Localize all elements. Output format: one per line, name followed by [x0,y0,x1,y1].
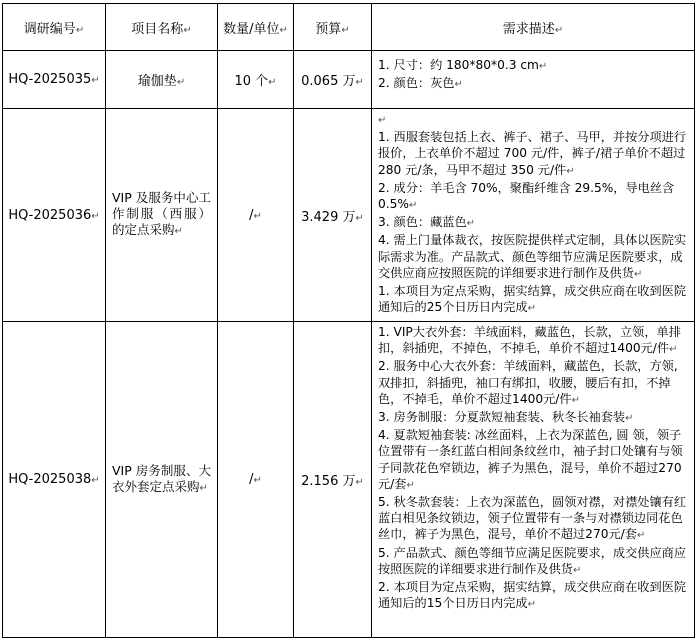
header-row [3,4,695,51]
header-description: 需求描述↵ [372,4,695,51]
header-code: 调研编号↵ [3,4,106,51]
requirements-table [2,3,695,638]
row-quantity: 10 个↵ [218,51,294,109]
row-name: 瑜伽垫↵ [106,51,218,109]
row-description [372,51,695,109]
description-line: 3. 颜色：藏蓝色↵ [378,215,476,230]
description-line: 1. 尺寸：约 180*80*0.3 cm↵ [378,58,548,72]
header-name: 项目名称↵ [106,4,218,51]
table-row [3,51,695,109]
description-line: 4. 需上门量体裁衣，按医院提供样式定制，具体以医院实际需求为准。产品款式、颜色等细节应满足医院要求，成交供应商应按照医院的详细要求进行制作及供货↵ [378,233,687,280]
table-row [3,109,695,322]
description-line: 2. 服务中心大衣外套：羊绒面料，藏蓝色，长款，方领, 双排扣，斜插兜，袖口有绑扣，收腰，腰后有扣，不掉色，不掉毛，单价不超过1400元/件↵ [378,359,678,406]
row-budget: 0.065 万↵ [294,51,372,109]
description-line: 5. 产品款式、颜色等细节应满足医院要求，成交供应商应按照医院的详细要求进行制作及供货↵ [378,545,687,576]
description-line: 5. 秋冬款套装：上衣为深蓝色，圆领对襟，对襟处镶有红蓝白相见条纹锁边，领子位置带有一条与对襟锁边同花色丝巾，裤子为黑色，混号，单价不超过270元/套↵ [378,495,687,542]
row-code: HQ-2025038↵ [3,322,106,638]
row-code: HQ-2025036↵ [3,109,106,322]
row-budget: 3.429 万↵ [294,109,372,322]
description-line: 1. VIP大衣外套：羊绒面料，藏蓝色，长款，立领，单排扣，斜插兜，不掉色，不掉毛，单价不超过1400元/件↵ [378,325,681,356]
description-line: ↵ [378,115,387,126]
row-name: VIP 及服务中心工作制服（西服）的定点采购↵ [106,109,218,322]
row-quantity: /↵ [218,322,294,638]
description-line: 2. 成分：羊毛含 70%，聚酯纤维含 29.5%，导电丝含 0.5%↵ [378,180,675,212]
description-line: 2. 本项目为定点采购，据实结算，成交供应商在收到医院通知后的15个日历日内完成↵ [378,580,687,611]
description-line: 4. 夏款短袖套装: 冰丝面料，上衣为深蓝色, 圆 领，领子位置带有一条红蓝白相间条纹丝巾，袖子封口处镶有与领子同款花色窄锁边，裤子为黑色，混号，单价不超过270元/套↵ [378,428,683,491]
table-row [3,322,695,638]
description-line: 1. 西服套装包括上衣、裤子、裙子、马甲，并按分项进行报价，上衣单价不超过 700 元/件，裤子/裙子单价不超过 280 元/条，马甲不超过 350 元/件↵ [378,130,687,177]
row-description [372,322,695,638]
row-description [372,109,695,322]
row-quantity: /↵ [218,109,294,322]
header-budget: 预算↵ [294,4,372,51]
row-budget: 2.156 万↵ [294,322,372,638]
row-code: HQ-2025035↵ [3,51,106,109]
description-line: 2. 颜色：灰色↵ [378,76,463,91]
row-name: VIP 房务制服、大衣外套定点采购↵ [106,322,218,638]
header-quantity: 数量/单位↵ [218,4,294,51]
description-line: 3. 房务制服：分夏款短袖套装、秋冬长袖套装↵ [378,410,634,425]
description-line: 1. 本项目为定点采购，据实结算，成交供应商在收到医院通知后的25个日历日内完成↵ [378,284,687,315]
